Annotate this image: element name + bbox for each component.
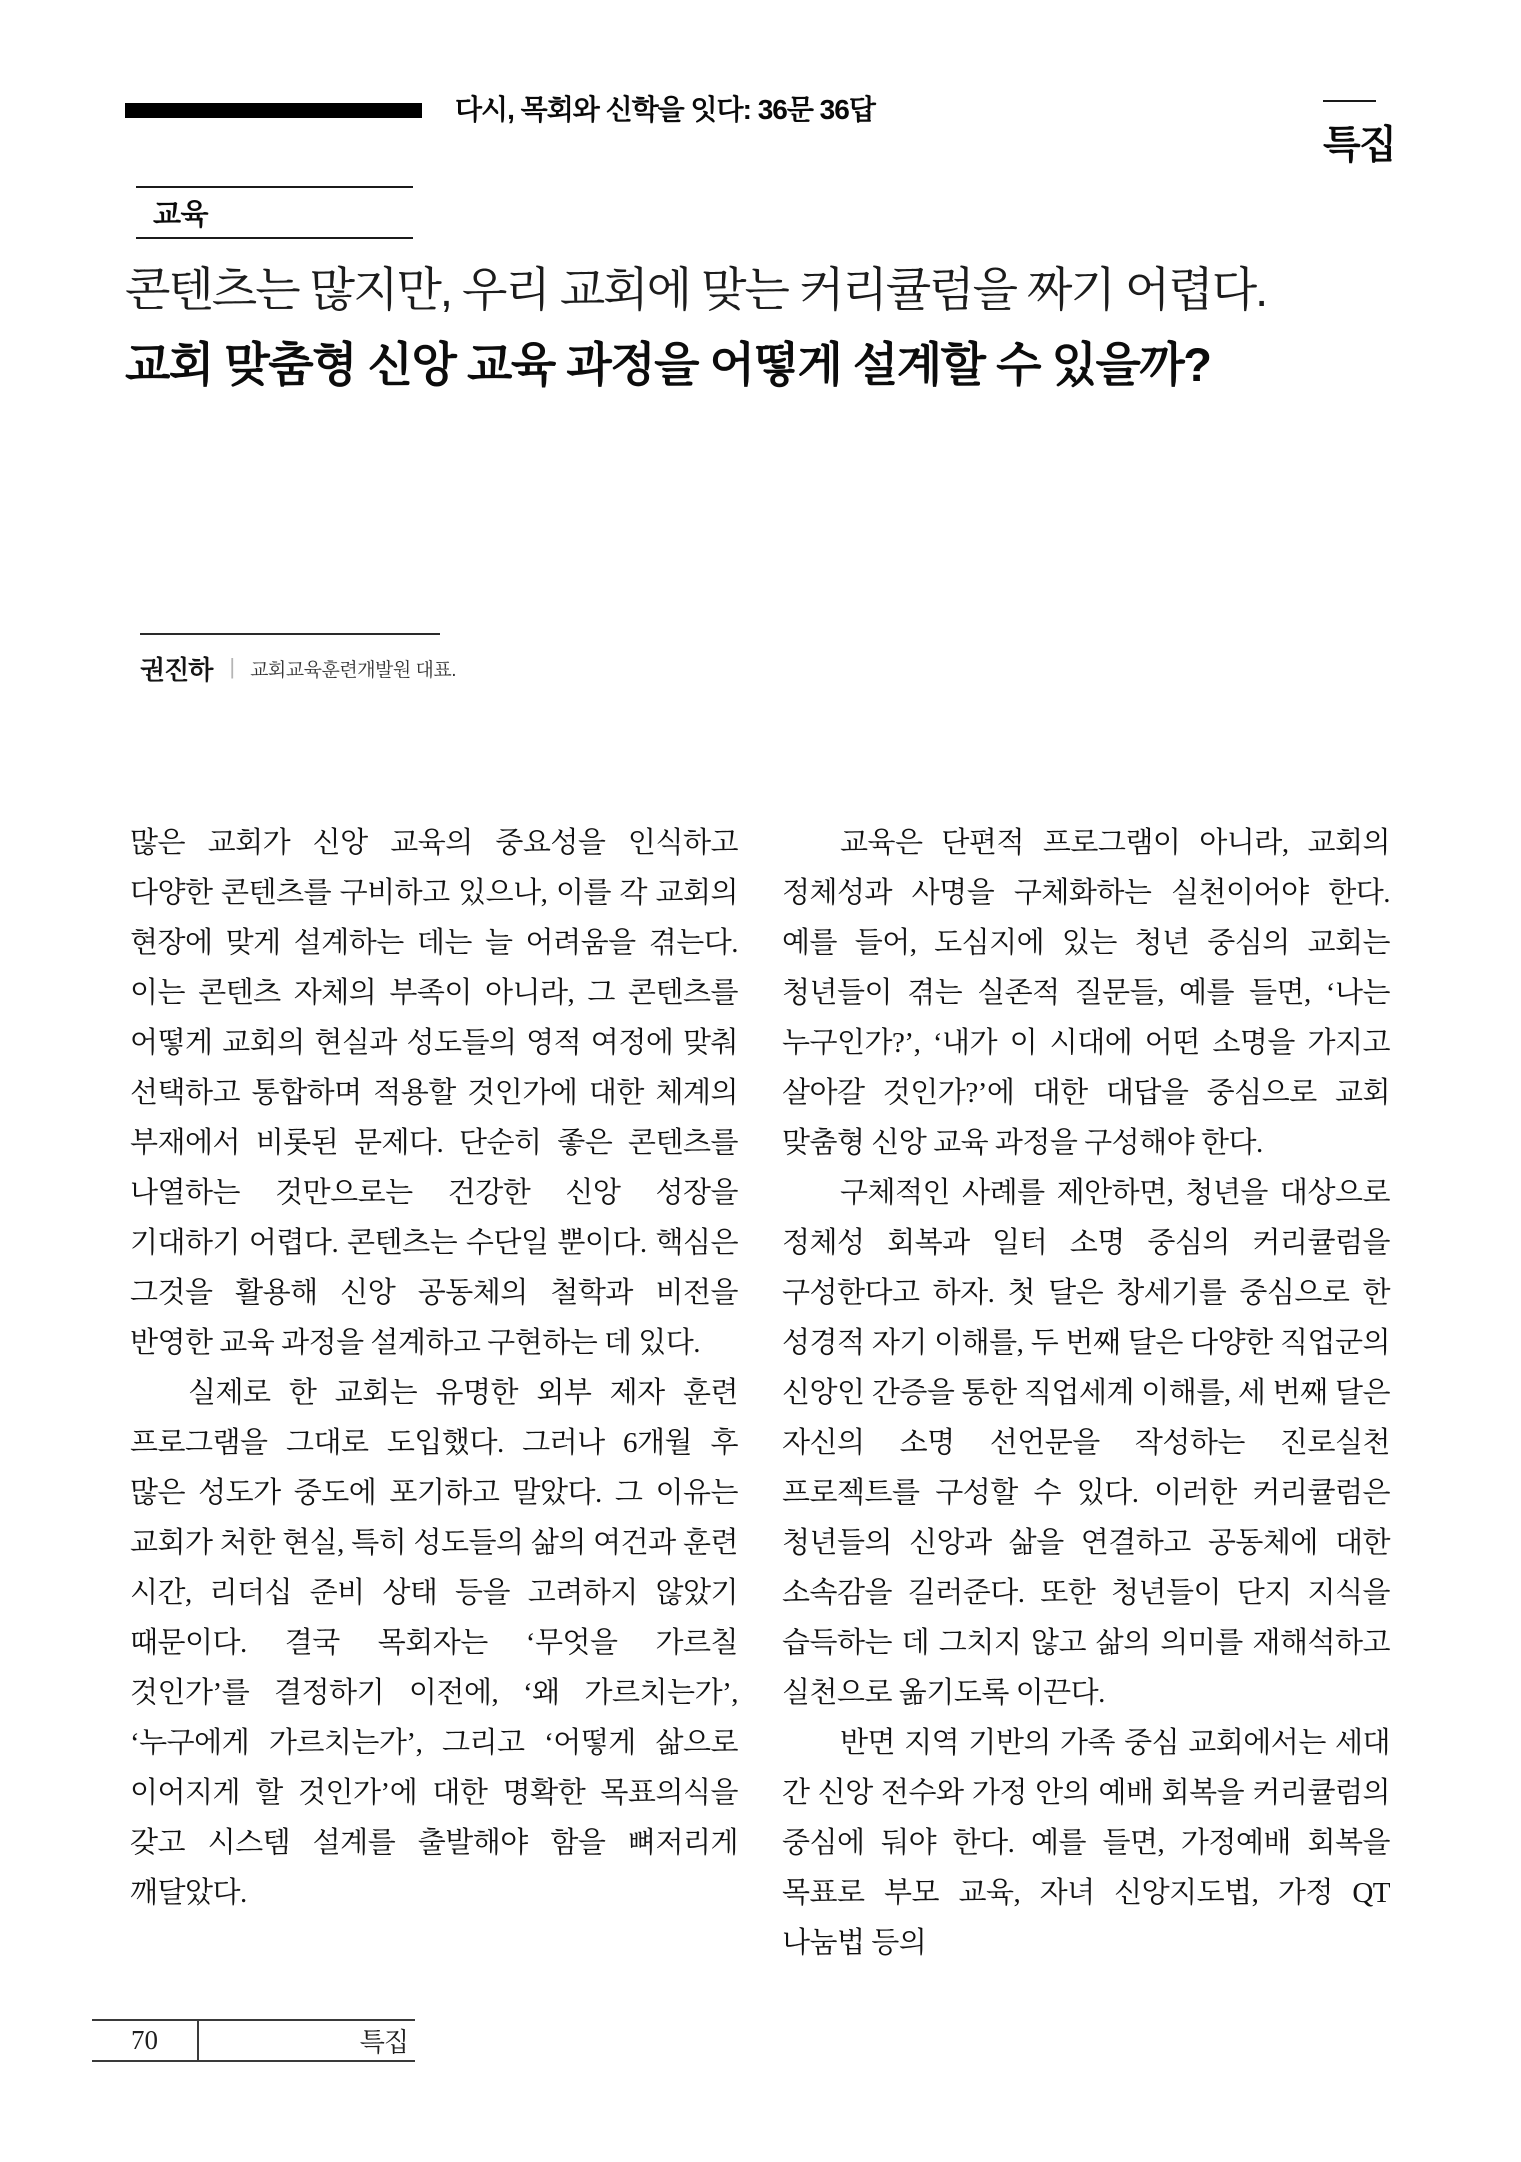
body-paragraph: 반면 지역 기반의 가족 중심 교회에서는 세대 간 신앙 전수와 가정 안의 예배 회복을 커리큘럼의 중심에 둬야 한다. 예를 들면, 가정예배 회복을 목표로 부모 교육, 자녀 신앙지도법, 가정 QT 나눔법 등의 <box>782 1727 1390 1959</box>
author-byline <box>140 648 456 688</box>
body-paragraph: 교육은 단편적 프로그램이 아니라, 교회의 정체성과 사명을 구체화하는 실천이어야 한다. 예를 들어, 도심지에 있는 청년 중심의 교회는 청년들이 겪는 실존적 질문들, 예를 들면, ‘나는 누구인가?’, ‘내가 이 시대에 어떤 소명을 가지고 살아갈 것인가?’에 대한 대답을 중심으로 교회 맞춤형 신앙 교육 과정을 구성해야 한다. <box>782 827 1390 1159</box>
author-rule-divider <box>140 633 440 635</box>
article-body <box>130 818 1391 1968</box>
category-label-box <box>136 186 413 239</box>
article-title-line-2: 교회 맞춤형 신앙 교육 과정을 어떻게 설계할 수 있을까? <box>125 338 1211 391</box>
series-title: 다시, 목회와 신학을 잇다: 36문 36답 <box>455 94 875 125</box>
corner-section-label: 특집 <box>1323 124 1396 167</box>
article-title <box>125 252 1415 402</box>
body-paragraph: 구체적인 사례를 제안하면, 청년을 대상으로 정체성 회복과 일터 소명 중심의 커리큘럼을 구성한다고 하자. 첫 달은 창세기를 중심으로 한 성경적 자기 이해를, 두 번째 달은 다양한 직업군의 신앙인 간증을 통한 직업세계 이해를, 세 번째 달은 자신의 소명 선언문을 작성하는 진로실천 프로젝트를 구성할 수 있다. 이러한 커리큘럼은 청년들의 신앙과 삶을 연결하고 공동체에 대한 소속감을 길러준다. 또한 청년들이 단지 지식을 습득하는 데 그치지 않고 삶의 의미를 재해석하고 실천으로 옮기도록 이끈다. <box>782 1177 1390 1709</box>
page-number: 70 <box>92 2021 199 2060</box>
author-affiliation: 교회교육훈련개발원 대표. <box>250 659 457 681</box>
author-name: 권진하 <box>140 654 213 685</box>
masthead-bar-decoration <box>125 103 422 118</box>
author-separator: | <box>229 654 236 679</box>
body-paragraph: 실제로 한 교회는 유명한 외부 제자 훈련 프로그램을 그대로 도입했다. 그러나 6개월 후 많은 성도가 중도에 포기하고 말았다. 그 이유는 교회가 처한 현실, 특히 성도들의 삶의 여건과 훈련 시간, 리더십 준비 상태 등을 고려하지 않았기 때문이다. 결국 목회자는 ‘무엇을 가르칠 것인가’를 결정하기 이전에, ‘왜 가르치는가’, ‘누구에게 가르치는가’, 그리고 ‘어떻게 삶으로 이어지게 할 것인가’에 대한 명확한 목표의식을 갖고 시스템 설계를 출발해야 함을 뼈저리게 깨달았다. <box>130 1377 738 1909</box>
body-column-right <box>782 818 1390 1968</box>
article-title-line-1: 콘텐츠는 많지만, 우리 교회에 맞는 커리큘럼을 짜기 어렵다. <box>125 263 1267 316</box>
category-label: 교육 <box>153 199 209 231</box>
page-footer <box>92 2019 415 2062</box>
corner-rule-divider <box>1323 100 1376 102</box>
body-paragraph: 많은 교회가 신앙 교육의 중요성을 인식하고 다양한 콘텐츠를 구비하고 있으나, 이를 각 교회의 현장에 맞게 설계하는 데는 늘 어려움을 겪는다. 이는 콘텐츠 자체의 부족이 아니라, 그 콘텐츠를 어떻게 교회의 현실과 성도들의 영적 여정에 맞춰 선택하고 통합하며 적용할 것인가에 대한 체계의 부재에서 비롯된 문제다. 단순히 좋은 콘텐츠를 나열하는 것만으로는 건강한 신앙 성장을 기대하기 어렵다. 콘텐츠는 수단일 뿐이다. 핵심은 그것을 활용해 신앙 공동체의 철학과 비전을 반영한 교육 과정을 설계하고 구현하는 데 있다. <box>130 827 738 1359</box>
body-column-left <box>130 818 738 1968</box>
footer-section-label: 특집 <box>359 2028 408 2057</box>
